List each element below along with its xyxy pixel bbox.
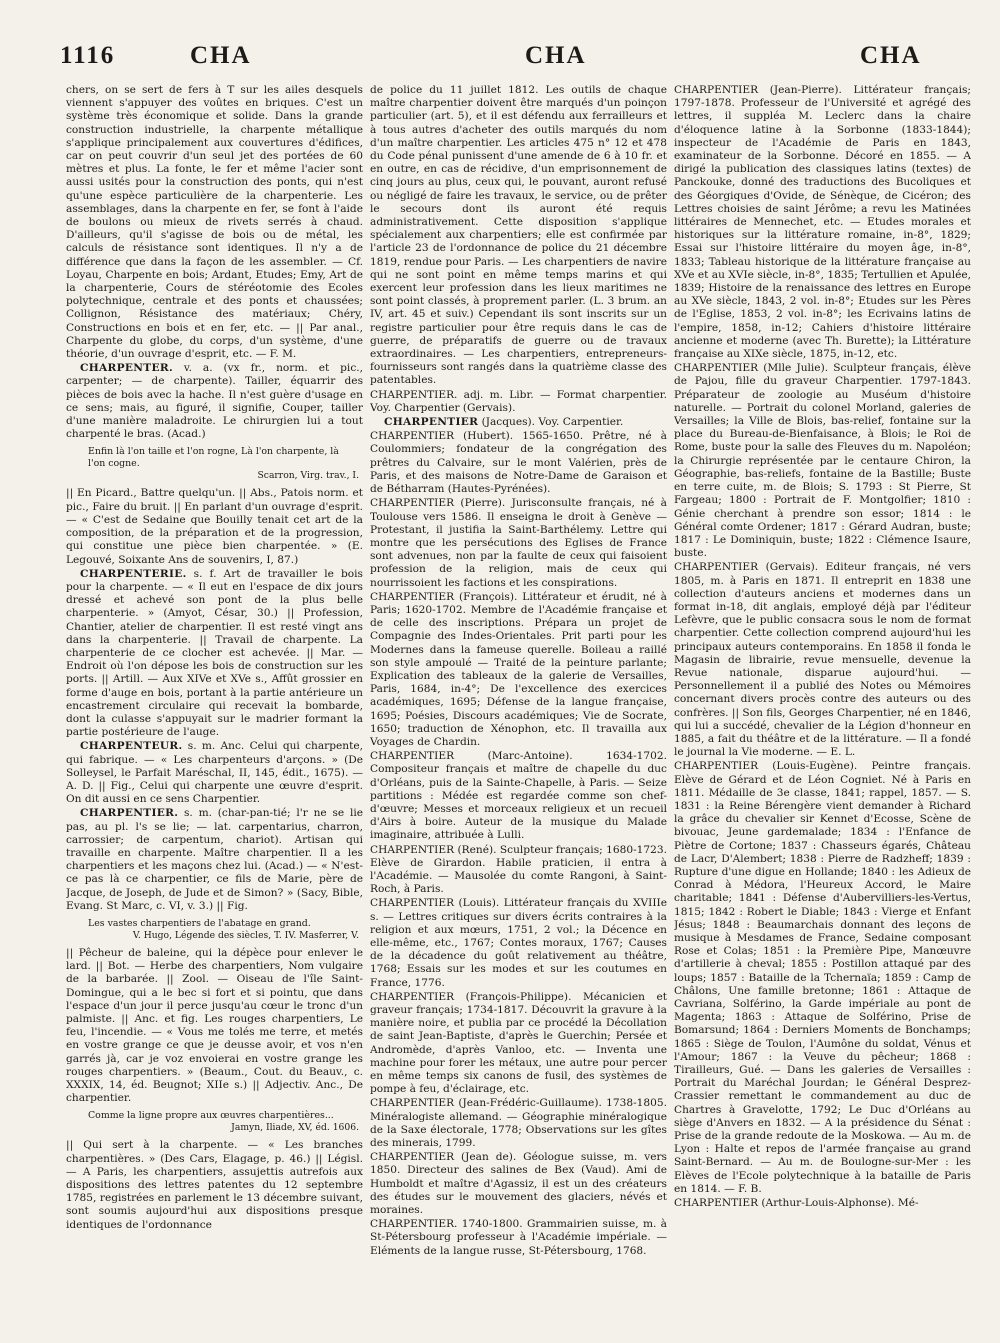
verse-quotation <box>88 446 359 482</box>
text-column-center <box>370 84 667 1329</box>
text-paragraph: CHARPENTIER (Louis-Eugène). Peintre français. Elève de Gérard et de Léon Cogniet. Né à Paris en 1811. Médaille de 3e classe, 1841; rappel, 1857. — S. 1831 : la Reine Bérengère vient demander à Richard la grâce du chevalier sir Kennet d'Ecosse, Scène de bivouac, Jeune gardemalade; 1834 : l'Enfance de Piètre de Cortone; 1837 : Chasseurs égarés, Château de Lacr, D'Alembert; 1838 : Pierre de Radzheff; 1839 : Rupture d'une digue en Hollande; 1840 : les Adieux de Conrad à Médora, l'Heureux Accord, le Maire charitable; 1841 : Défense d'Aubervilliers-les-Vertus, 1815; 1842 : Robert le Diable; 1843 : Vierge et Enfant Jésus; 1848 : Beaumarchais donnant des leçons de musique à Mesdames de France, Sedaine composant Rose et Colas; 1851 : la Première Pipe, Manœuvre d'artillerie à cheval; 1855 : Postillon attaqué par des loups; 1857 : Bataille de la Tchernaïa; 1859 : Camp de Châlons, Une famille bretonne; 1861 : Attaque de Cavriana, Solférino, la Garde impériale au pont de Magenta; 1863 : Attaque de Solférino, Prise de Bomarsund; 1864 : Derniers Moments de Bonchamps; 1865 : Siège de Toulon, l'Aumône du soldat, Vénus et l'Amour; 1867 : la Veuve du pêcheur; 1868 : Tirailleurs, Gué. — Dans les galeries de Versailles : Portrait du Maréchal Jourdan; le Général Desprez-Crassier remettant le commandement au duc de Chartres à Gravelotte, 1792; Le Duc d'Orléans au siège d'Anvers en 1832. — A la présidence du Sénat : Prise de la grande redoute de la Moskowa. — Au m. de Lyon : Halte et repos de l'armée française au grand Saint-Bernard. — Au m. de Boulogne-sur-Mer : les Elèves de l'Ecole polytechnique à la bataille de Paris en 1814. — F. B. <box>674 760 971 1195</box>
text-paragraph: CHARPENTIER (Louis). Littérateur français du XVIIIe s. — Lettres critiques sur divers écrits contraires à la religion et aux mœurs, 1751, 2 vol.; la Décence en elle-même, etc., 1767; Contes moraux, 1767; Causes de la décadence du goût relativement au théâtre, 1768; Essais sur les modes et sur les coutumes en France, 1776. <box>370 897 667 989</box>
quotation-source: V. Hugo, Légende des siècles, T. IV. Masferrer, V. <box>132 929 359 941</box>
verse-quotation <box>88 1110 359 1134</box>
quotation-text: Enfin là l'on taille et l'on rogne, Là l'on charpente, là l'on cogne. <box>88 446 339 470</box>
entry-headword: CHARPENTIER. <box>80 807 179 820</box>
page-number: 1116 <box>60 42 116 69</box>
text-paragraph: de police du 11 juillet 1812. Les outils de chaque maître charpentier doivent être marqués d'un poinçon particulier (art. 5), et il est défendu aux ferrailleurs et à tous autres d'acheter des outils marqués du nom d'un maître charpentier. Les articles 475 n° 12 et 478 du Code pénal punissent d'une amende de 6 à 10 fr. et en outre, en cas de récidive, d'un emprisonnement de cinq jours au plus, ceux qui, le pouvant, auront refusé ou négligé de faire les travaux, le service, ou de prêter le secours dont ils auront été requis administrativement. Cette disposition s'applique spécialement aux charpentiers; elle est confirmée par l'article 23 de l'ordonnance de police du 21 décembre 1819, rendue pour Paris. — Les charpentiers de navire qui ne sont point en même temps marins et qui exercent leur profession dans les lieux maritimes ne sont point classés, à proprement parler. (L. 3 brum. an IV, art. 45 et suiv.) Cependant ils sont inscrits sur un registre particulier pour être requis dans le cas de guerre, de préparatifs de guerre ou de travaux extraordinaires. — Les charpentiers, entrepreneurs-fournisseurs sont rangés dans la quatrième classe des patentables. <box>370 84 667 387</box>
entry-headword: CHARPENTIER <box>384 416 479 429</box>
text-paragraph: CHARPENTIER (Pierre). Jurisconsulte français, né à Toulouse vers 1586. Il enseigna le droit à Genève — Protestant, il justifia la Saint-Barthélemy. Lettre qui montre que les persécutions des Eglises de France sont advenues, non par la faulte de ceux qui faisoient profession de la religion, mais de ceux qui nourrissoient les factions et les conspirations. <box>370 497 667 589</box>
running-head-center: CHA <box>525 42 587 69</box>
quotation-text: Comme la ligne propre aux œuvres charpentières... <box>88 1110 334 1122</box>
quotation-source: Jamyn, Iliade, XV, éd. 1606. <box>231 1122 359 1134</box>
text-column-left <box>66 84 363 1329</box>
text-paragraph: CHARPENTIER (Jean-Pierre). Littérateur français; 1797-1878. Professeur de l'Université et agrégé des lettres, il suppléa M. Leclerc dans la chaire d'éloquence latine à la Sorbonne (1833-1844); inspecteur de l'Académie de Paris en 1843, examinateur de la Sorbonne. Décoré en 1855. — A dirigé la publication des classiques latins (textes) de Panckouke, donné des traductions des Bucoliques et des Géorgiques d'Ovide, de Sénèque, de Cicéron; des Lettres choisies de saint Jérôme; a revu les Matinées littéraires de Mennechet, etc. — Etudes morales et historiques sur la littérature romaine, in-8°, 1829; Essai sur l'histoire littéraire du moyen âge, in-8°, 1833; Tableau historique de la littérature française au XVe et au XVIe siècle, in-8°, 1835; Tertullien et Apulée, 1839; Histoire de la renaissance des lettres en Europe au XVe siècle, 1843, 2 vol. in-8°; Etudes sur les Pères de l'Eglise, 1853, 2 vol. in-8°; les Ecrivains latins de l'empire, 1858, in-12; Cahiers d'histoire littéraire ancienne et moderne (avec Th. Burette); la Littérature française au XIXe siècle, 1875, in-12, etc. <box>674 84 971 361</box>
text-paragraph: CHARPENTIER (Gervais). Editeur français, né vers 1805, m. à Paris en 1871. Il entreprit en 1838 une collection d'auteurs anciens et modernes dans un format in-18, dit anglais, employé déjà par l'éditeur Lefèvre, que le public consacra sous le nom de format charpentier. Cette collection comprend aujourd'hui les principaux auteurs contemporains. En 1858 il fonda le Magasin de librairie, revue mensuelle, devenue la Revue nationale, disparue aujourd'hui. — Personnellement il a publié des Notes ou Mémoires concernant divers procès contre des auteurs ou des confrères. || Son fils, Georges Charpentier, né en 1846, qui lui a succédé, chevalier de la Légion d'honneur en 1885, a fait du théâtre et de la littérature. — Il a fondé le journal la Vie moderne. — E. L. <box>674 561 971 759</box>
dictionary-entry <box>370 416 667 429</box>
dictionary-entry <box>66 568 363 740</box>
text-paragraph: CHARPENTIER (François-Philippe). Mécanicien et graveur français; 1734-1817. Découvrit la gravure à la manière noire, et publia par ce procédé la Décollation de saint Jean-Baptiste, d'après le Guerchin; Persée et Andromède, d'après Vanloo, etc. — Inventa une machine pour forer les métaux, une autre pour percer en même temps six canons de fusil, des systèmes de pompe à feu, d'éclairage, etc. <box>370 990 667 1096</box>
text-paragraph: CHARPENTIER (Mlle Julie). Sculpteur français, élève de Pajou, fille du graveur Charpentier. 1797-1843. Préparateur de zoologie au Muséum d'histoire naturelle. — Portrait du colonel Morland, galeries de Versailles; la Ville de Blois, bas-relief, fontaine sur la place du Bureau-de-Bienfaisance, à Blois; le Roi de Rome, buste pour la salle des Fleuves du m. Napoléon; la Chirurgie représentée par le centaure Chiron, la Géographie, bas-reliefs, fontaine de la Bastille; Buste en terre cuite, m. de Blois; S. 1793 : St Pierre, St Fargeau; 1800 : Portrait de F. Montgolfier; 1810 : Génie cherchant à prendre son essor; 1814 : le Général comte Ordener; 1817 : Gérard Audran, buste; 1817 : Le Dominiquin, buste; 1822 : Clémence Isaure, buste. <box>674 362 971 560</box>
quotation-source: Scarron, Virg. trav., I. <box>257 470 359 482</box>
entry-body: s. m. Anc. Celui qui charpente, qui fabrique. — « Les charpenteurs d'arçons. » (De Solleysel, le Parfait Maréschal, II, 145, édit., 1675). — A. D. || Fig., Celui qui charpente une œuvre d'esprit. On dit aussi en ce sens Charpentier. <box>66 740 363 806</box>
entry-body: v. a. (vx fr., norm. et pic., carpenter; — de charpente). Tailler, équarrir des pièces de bois avec la hache. Il n'est guère d'usage en ce sens; mais, au figuré, il signifie, Couper, tailler d'une manière maladroite. Le chirurgien lui a tout charpenté le bras. (Acad.) <box>66 362 363 441</box>
dictionary-entry <box>66 362 363 441</box>
text-paragraph: CHARPENTIER (Hubert). 1565-1650. Prêtre, né à Coulommiers; fondateur de la congrégation des prêtres du Calvaire, sur le mont Valérien, près de Paris, et des maisons de Notre-Dame de Garaison et de Bétharram (Hautes-Pyrénées). <box>370 430 667 496</box>
text-paragraph: CHARPENTIER (Arthur-Louis-Alphonse). Mé- <box>674 1197 919 1210</box>
text-paragraph: || Pêcheur de baleine, qui la dépèce pour enlever le lard. || Bot. — Herbe des charpentiers, Nom vulgaire de la barbarée. || Zool. — Oiseau de l'île Saint-Domingue, qui a le bec si fort et si pointu, que dans l'espace d'un jour il perce jusqu'au cœur le tronc d'un palmiste. || Anc. et fig. Les rouges charpentiers, Le feu, l'incendie. — « Vous me tolés me terre, et metés en vostre grange ce que je deusse avoir, et vos n'en garrés jà, car je voz envoierai en vostre grange les rouges charpentiers. » (Beaum., Cout. du Beauv., c. XXXIX, 14, éd. Beugnot; XIIe s.) || Adjectiv. Anc., De charpentier. <box>66 946 363 1105</box>
text-paragraph: CHARPENTIER. adj. m. Libr. — Format charpentier. Voy. Charpentier (Gervais). <box>370 388 667 414</box>
text-paragraph: CHARPENTIER (René). Sculpteur français; 1680-1723. Elève de Girardon. Habile praticien, il entra à l'Académie. — Mausolée du comte Rangoni, à Saint-Roch, à Paris. <box>370 843 667 896</box>
entry-body: s. f. Art de travailler le bois pour la charpente. — « Il eut en l'espace de dix jours dressé et achevé son pont de la plus belle charpenterie. » (Amyot, César, 30.) || Profession, Chantier, atelier de charpentier. Il est resté vingt ans dans la charpenterie. || Travail de charpente. La charpenterie de ce clocher est achevée. || Mar. — Endroit où l'on dépose les bois de construction sur les ports. || Artill. — Aux XIVe et XVe s., Affût grossier en forme d'auge en bois, portant à la partie antérieure un encastrement circulaire qui recevait la bombarde, dont la culasse s'appuyait sur le madrier formant la partie postérieure de l'auge. <box>66 567 363 739</box>
dictionary-entry <box>66 807 363 913</box>
text-paragraph: chers, on se sert de fers à T sur les ailes desquels viennent s'appuyer des voûtes en briques. C'est un système très économique et solide. Dans la grande construction industrielle, la charpente métallique s'applique principalement aux couvertures d'édifices, car on peut couvrir d'un seul jet des portées de 60 mètres et plus. La fonte, le fer et même l'acier sont aussi usités pour la construction des ponts, qui n'est qu'une espèce particulière de la charpenterie. Les assemblages, dans la charpente en fer, se font à l'aide de boulons ou mieux de rivets serrés à chaud. D'ailleurs, qu'il s'agisse de bois ou de métal, les calculs de résistance sont identiques. Il n'y a de différence que dans la façon de les assembler. — Cf. Loyau, Charpente en bois; Ardant, Etudes; Emy, Art de la charpenterie, Cours de stéréotomie des Ecoles polytechnique, centrale et des ponts et chaussées; Collignon, Résistance des matériaux; Chéry, Constructions en bois et en fer, etc. — || Par anal., Charpente du globe, du corps, d'un système, d'une théorie, d'un ouvrage d'esprit, etc. — F. M. <box>66 84 363 361</box>
entry-body: s. m. (char-pan-tié; l'r ne se lie pas, au pl. l's se lie; — lat. carpentarius, charron, carrossier; de carpentum, chariot). Artisan qui travaille en charpente. Maître charpentier. Il a les charpentiers et les maçons chez lui. (Acad.) — « N'est-ce pas là ce charpentier, ce fils de Marie, père de Jacque, de Joseph, de Jude et de Simon? » (Sacy, Bible, Evang. St Marc, c. VI, v. 3.) || Fig. <box>66 807 363 912</box>
text-paragraph: CHARPENTIER (Jean-Frédéric-Guillaume). 1738-1805. Minéralogiste allemand. — Géographie minéralogique de la Saxe électorale, 1778; Observations sur les gîtes des minerais, 1799. <box>370 1097 667 1150</box>
text-paragraph: CHARPENTIER (François). Littérateur et érudit, né à Paris; 1620-1702. Membre de l'Académie française et de celle des inscriptions. Prépara un projet de Compagnie des Indes-Orientales. Prit parti pour les Modernes dans la fameuse querelle. Boileau a raillé son style ampoulé — Traité de la peinture parlante; Explication des tableaux de la galerie de Versailles, Paris, 1684, in-4°; De l'excellence des exercices académiques, 1695; Défense de la langue française, 1695; Poésies, Discours académiques; Vie de Socrate, 1650; traduction de Xénophon, etc. Il travailla aux Voyages de Chardin. <box>370 590 667 748</box>
text-paragraph: CHARPENTIER (Jean de). Géologue suisse, m. vers 1850. Directeur des salines de Bex (Vaud). Ami de Humboldt et maître d'Agassiz, il est un des créateurs des études sur le mouvement des glaciers, névés et moraines. <box>370 1151 667 1217</box>
entry-headword: CHARPENTEUR. <box>80 740 183 753</box>
running-head-left: CHA <box>190 42 252 69</box>
dictionary-entry <box>66 740 363 806</box>
text-column-right <box>674 84 971 1329</box>
entry-headword: CHARPENTERIE. <box>80 567 187 580</box>
entry-body: (Jacques). Voy. Carpentier. <box>478 416 624 429</box>
running-head-right: CHA <box>860 42 922 69</box>
text-paragraph: CHARPENTIER. 1740-1800. Grammairien suisse, m. à St-Pétersbourg professeur à l'Académie impériale. — Eléments de la langue russe, St-Pétersbourg, 1768. <box>370 1218 667 1257</box>
quotation-text: Les vastes charpentiers de l'abatage en grand. <box>88 917 311 929</box>
verse-quotation <box>88 918 359 942</box>
text-paragraph: || Qui sert à la charpente. — « Les branches charpentières. » (Des Cars, Elagage, p. 46.) || Législ. — A Paris, les charpentiers, assujettis autrefois aux dispositions des lettres patentes du 12 septembre 1785, registrées en parlement le 13 décembre suivant, sont soumis aujourd'hui aux dispositions presque identiques de l'ordonnance <box>66 1139 363 1231</box>
text-paragraph: CHARPENTIER (Marc-Antoine). 1634-1702. Compositeur français et maître de chapelle du duc d'Orléans, puis de la Sainte-Chapelle, à Paris. — Seize partitions : Médée est regardée comme son chef-d'œuvre; Messes et morceaux religieux et un recueil d'Airs à boire. Auteur de la musique du Malade imaginaire, attribuée à Lulli. <box>370 750 667 842</box>
entry-headword: CHARPENTER. <box>80 362 173 375</box>
running-head <box>60 42 960 78</box>
text-paragraph: || En Picard., Battre quelqu'un. || Abs., Patois norm. et pic., Faire du bruit. || En parlant d'un ouvrage d'esprit. — « C'est de Sedaine que Bouilly tenait cet art de la composition, de la préparation et de la progression, qui constitue une pièce bien charpentée. » (E. Legouvé, Soixante Ans de souvenirs, I, 87.) <box>66 487 363 566</box>
